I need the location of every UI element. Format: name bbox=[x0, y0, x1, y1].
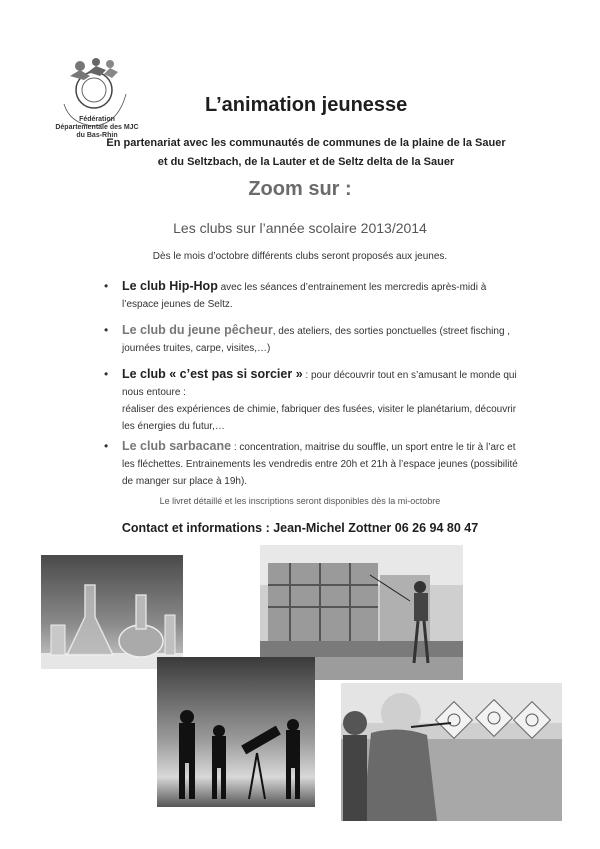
list-item bbox=[104, 438, 524, 490]
page-title: L’animation jeunesse bbox=[205, 94, 408, 116]
club-description: avec les séances d’entrainement les mercredis après-midi à l’espace jeunes de Seltz. bbox=[122, 282, 487, 310]
blowgun-archery-photo bbox=[341, 683, 562, 821]
bullet-icon: • bbox=[104, 439, 109, 453]
clubs-year-heading: Les clubs sur l’année scolaire 2013/2014 bbox=[173, 220, 427, 236]
club-name: Le club sarbacane bbox=[122, 439, 232, 453]
partnership-subtitle: En partenariat avec les communautés de communes de la plaine de la Sauer et du Seltzbach, de la Lauter et de Seltz delta de la Sauer bbox=[106, 137, 506, 168]
livret-note: Le livret détaillé et les inscriptions seront disponibles dès la mi-octobre bbox=[159, 496, 441, 506]
club-name: Le club « c’est pas si sorcier » bbox=[122, 367, 303, 381]
list-item bbox=[104, 278, 524, 313]
club-name: Le club Hip-Hop bbox=[122, 279, 218, 293]
contact-line: Contact et informations : Jean-Michel Zottner 06 26 94 80 47 bbox=[121, 521, 479, 535]
list-item bbox=[104, 366, 524, 435]
chemistry-flasks-photo bbox=[41, 555, 183, 669]
club-description-detail: réaliser des expériences de chimie, fabriquer des fusées, visiter le planétarium, découvrir les énergies du futur,… bbox=[122, 404, 517, 432]
zoom-heading: Zoom sur : bbox=[248, 178, 352, 200]
club-description: : pour découvrir tout en s’amusant le monde qui nous entoure : bbox=[122, 370, 517, 398]
org-name: Fédération Départementale des MJC du Bas-Rhin bbox=[55, 116, 139, 139]
intro-text: Dès le mois d’octobre différents clubs seront proposés aux jeunes. bbox=[152, 251, 448, 262]
club-description: , des ateliers, des sorties ponctuelles (street fisching , journées truites, carpe, visites,…) bbox=[122, 326, 511, 354]
bullet-icon: • bbox=[104, 279, 109, 293]
list-item bbox=[104, 322, 524, 357]
club-name: Le club du jeune pêcheur bbox=[122, 323, 273, 337]
bullet-icon: • bbox=[104, 367, 109, 381]
astronomy-telescope-photo bbox=[157, 657, 315, 807]
club-description: : concentration, maitrise du souffle, un sport entre le tir à l’arc et les fléchettes. Entrainements les vendredis entre 20h et 21h à l’espace jeunes (possibilité de manger sur place à 19h). bbox=[122, 442, 518, 487]
bullet-icon: • bbox=[104, 323, 109, 337]
